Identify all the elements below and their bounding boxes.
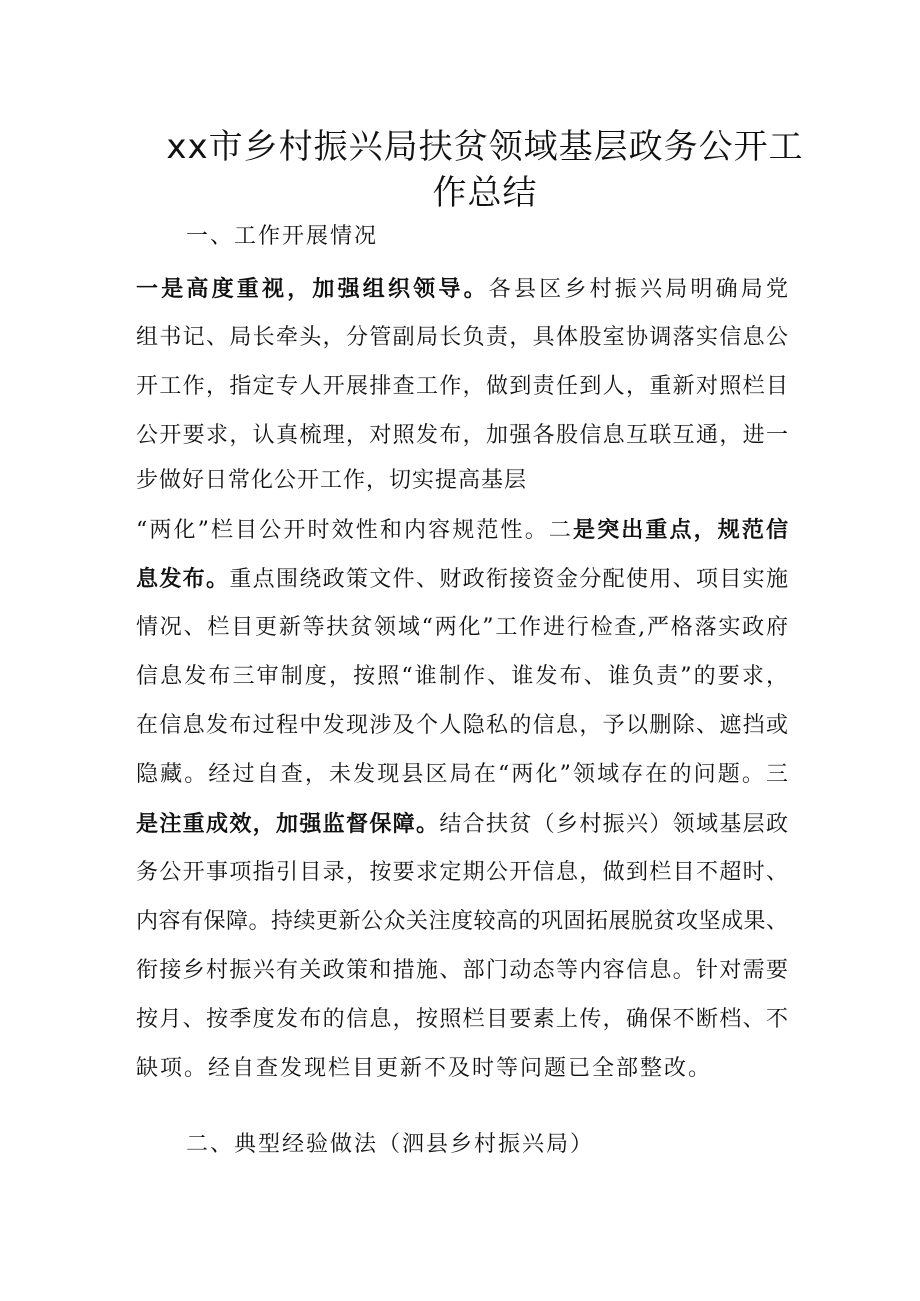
section-2-heading: 二、典型经验做法（泗县乡村振兴局） bbox=[186, 1132, 595, 1157]
paragraph-line bbox=[136, 858, 788, 888]
paragraph-line bbox=[136, 956, 788, 986]
paragraph-line bbox=[136, 564, 788, 595]
text-run: 衔接乡村振兴有关政策和措施、部门动态等内容信息。针对需要 bbox=[136, 958, 788, 983]
paragraph-line bbox=[136, 907, 788, 937]
section-1-heading: 一、工作开展情况 bbox=[186, 224, 379, 249]
text-run: 缺项。经自查发现栏目更新不及时等问题已全部整改。 bbox=[136, 1056, 713, 1081]
text-run: 结合扶贫（乡村振兴）领域基层政 bbox=[439, 812, 788, 837]
document-title bbox=[130, 124, 840, 216]
title-line-2: 作总结 bbox=[432, 173, 538, 213]
text-run: 组书记、局长牵头，分管副局长负责，具体股室协调落实信息公 bbox=[136, 325, 788, 350]
paragraph-line bbox=[136, 662, 788, 692]
paragraph-line bbox=[136, 1005, 788, 1035]
bold-run: 是突出重点，规范信 bbox=[572, 517, 788, 543]
text-run: 开工作，指定专人开展排查工作，做到责任到人，重新对照栏目 bbox=[136, 374, 788, 399]
paragraph-line bbox=[136, 809, 788, 840]
paragraph-line bbox=[136, 760, 788, 790]
text-run: 内容有保障。持续更新公众关注度较高的巩固拓展脱贫攻坚成果、 bbox=[136, 909, 788, 934]
title-line-1: xx市乡村振兴局扶贫领域基层政务公开工 bbox=[166, 127, 804, 167]
paragraph-line bbox=[136, 711, 788, 741]
paragraph-line bbox=[136, 466, 788, 496]
bold-run: 一是高度重视，加强组织领导。 bbox=[136, 276, 489, 302]
paragraph-line bbox=[136, 421, 788, 451]
text-run: 隐藏。经过自查，未发现县区局在“两化”领域存在的问题。三 bbox=[136, 762, 788, 787]
text-run: 按月、按季度发布的信息，按照栏目要素上传，确保不断档、不 bbox=[136, 1007, 788, 1032]
text-run: 务公开事项指引目录，按要求定期公开信息，做到栏目不超时、 bbox=[136, 860, 788, 885]
paragraph-line bbox=[136, 515, 788, 546]
paragraph-line bbox=[136, 613, 788, 643]
paragraph-line bbox=[136, 274, 788, 305]
text-run: “两化”栏目公开时效性和内容规范性。二 bbox=[136, 518, 573, 543]
bold-run: 息发布。 bbox=[136, 566, 230, 592]
text-run: 重点围绕政策文件、财政衔接资金分配使用、项目实施 bbox=[229, 567, 788, 592]
bold-run: 是注重成效，加强监督保障。 bbox=[136, 811, 440, 837]
paragraph-line bbox=[136, 372, 788, 402]
text-run: 步做好日常化公开工作，切实提高基层 bbox=[136, 468, 528, 493]
text-run: 各县区乡村振兴局明确局党 bbox=[488, 277, 788, 302]
paragraph-line bbox=[136, 323, 788, 353]
text-run: 公开要求，认真梳理，对照发布，加强各股信息互联互通，进一 bbox=[136, 423, 788, 448]
text-run: 在信息发布过程中发现涉及个人隐私的信息，予以删除、遮挡或 bbox=[136, 713, 788, 738]
text-run: 信息发布三审制度，按照“谁制作、谁发布、谁负责”的要求， bbox=[136, 664, 788, 689]
paragraph-line bbox=[136, 1054, 788, 1084]
text-run: 情况、栏目更新等扶贫领域“两化”工作进行检查,严格落实政府 bbox=[136, 615, 788, 640]
